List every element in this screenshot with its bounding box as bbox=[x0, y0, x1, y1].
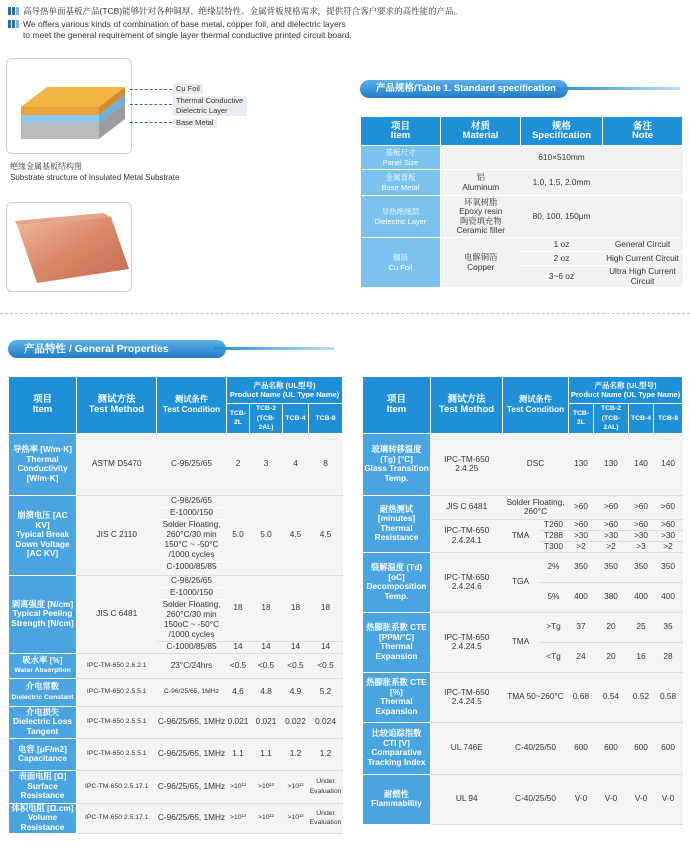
table-cell: 14 bbox=[309, 641, 343, 653]
table-cell: JIS C 6481 bbox=[431, 495, 503, 519]
table-cell: Ultra High Current Circuit bbox=[603, 266, 683, 288]
spec-header-item: 项目 Item bbox=[361, 117, 441, 146]
table-cell: 1.2 bbox=[309, 738, 343, 770]
table-cell: 600 bbox=[654, 722, 683, 774]
table-cell: 350 bbox=[654, 552, 683, 582]
props-title: 产品特性 / General Properties bbox=[8, 340, 226, 358]
structure-diagram bbox=[6, 58, 132, 154]
table-cell: <Tg bbox=[539, 642, 569, 672]
table-cell: 37 bbox=[569, 612, 594, 642]
layer-label-cu: Cu Foil bbox=[173, 84, 203, 94]
table-cell: IPC-TM-650 2.5.5.1 bbox=[77, 706, 157, 738]
table-cell: >10¹³ bbox=[227, 803, 250, 833]
table-cell: 610×510mm bbox=[521, 146, 603, 170]
table-cell: 0.68 bbox=[569, 672, 594, 722]
table-cell: C-96/25/65, 1MHz bbox=[157, 738, 227, 770]
table-cell: 铝 Aluminum bbox=[441, 170, 521, 196]
table-cell: 25 bbox=[629, 612, 654, 642]
layer-label-base: Base Metal bbox=[173, 118, 217, 128]
table-cell: 28 bbox=[654, 642, 683, 672]
table-cell: 14 bbox=[227, 641, 250, 653]
table-cell: 1 oz bbox=[521, 238, 603, 252]
table-cell: 140 bbox=[629, 433, 654, 495]
table-cell: C-40/25/50 bbox=[503, 722, 569, 774]
table-cell: 130 bbox=[594, 433, 629, 495]
spec-table bbox=[360, 116, 683, 288]
spec-header-spec: 规格 Specification bbox=[521, 117, 603, 146]
table-cell: IPC-TM-650 2.5.17.1 bbox=[77, 770, 157, 803]
table-cell bbox=[603, 170, 683, 196]
table-cell: IPC-TM-650 2.6.2.1 bbox=[77, 653, 157, 678]
table-cell: 400 bbox=[569, 582, 594, 612]
table-cell: 350 bbox=[629, 552, 654, 582]
table-cell: IPC-TM-650 2.5.5.1 bbox=[77, 738, 157, 770]
table-cell: JIS C 6481 bbox=[77, 575, 157, 653]
table-cell: 2 oz bbox=[521, 252, 603, 266]
table-cell: >30 bbox=[594, 530, 629, 541]
table-cell: 23°C/24hrs bbox=[157, 653, 227, 678]
table-cell: IPC-TM-650 2.4.24.5 bbox=[431, 612, 503, 672]
table-cell: UL 94 bbox=[431, 774, 503, 824]
table-cell: <0.5 bbox=[227, 653, 250, 678]
table-header-cell: TCB-2 (TCB-2AL) bbox=[250, 404, 283, 434]
row-glass-transition: 玻璃转移温度 (Tg) [°C] Glass Transition Temp. bbox=[363, 433, 431, 495]
spec-row-base: 金属背板 Base Metal bbox=[361, 170, 441, 196]
spec-row-cu: 铜箔 Cu Foil bbox=[361, 238, 441, 288]
table-cell: ASTM D5470 bbox=[77, 433, 157, 495]
bullet-icon bbox=[8, 7, 19, 15]
table-cell: 5.2 bbox=[309, 678, 343, 706]
table-cell: <0.5 bbox=[250, 653, 283, 678]
table-cell: TMA bbox=[503, 519, 539, 552]
table-cell: <0.5 bbox=[283, 653, 309, 678]
table-cell: C-96/25/65, 1MHz bbox=[157, 706, 227, 738]
row-surface-resistance: 表面电阻 [Ω] Surface Resistance bbox=[9, 770, 77, 803]
table-cell: >10¹³ bbox=[227, 770, 250, 803]
table-cell: 0.022 bbox=[283, 706, 309, 738]
table-header-cell: 项目 Item bbox=[9, 377, 77, 434]
table-cell: 1.0, 1.5, 2.0mm bbox=[521, 170, 603, 196]
row-thermal-conductivity: 导热率 [W/m·K] Thermal Conductivity [W/m·K] bbox=[9, 433, 77, 495]
section-divider bbox=[0, 313, 690, 314]
table-cell: 4 bbox=[283, 433, 309, 495]
table-cell: 2% bbox=[539, 552, 569, 582]
table-cell: 18 bbox=[250, 575, 283, 641]
table-header-cell: TCB-4 bbox=[629, 404, 654, 434]
table-cell: C-96/25/65, 1MHz bbox=[157, 803, 227, 833]
layer-stack-illustration bbox=[7, 59, 133, 155]
table-cell bbox=[603, 146, 683, 170]
table-cell: TMA 50~260°C bbox=[503, 672, 569, 722]
table-cell: T260 bbox=[539, 519, 569, 530]
spec-header-material: 材质 Material bbox=[441, 117, 521, 146]
table-cell: 4.5 bbox=[283, 495, 309, 575]
table-cell: >10¹³ bbox=[283, 803, 309, 833]
row-thermal-resistance: 耐热测试 [minutes] Thermal Resistance bbox=[363, 495, 431, 552]
bullet-icon bbox=[8, 20, 19, 28]
row-peeling-strength: 剥离强度 [N/cm] Typical Peeling Strength [N/cm] bbox=[9, 575, 77, 653]
table-header-cell: 项目 Item bbox=[363, 377, 431, 434]
table-cell: 130 bbox=[569, 433, 594, 495]
table-cell: >60 bbox=[569, 495, 594, 519]
table-cell: 600 bbox=[629, 722, 654, 774]
table-cell: >2 bbox=[594, 541, 629, 552]
table-cell: >Tg bbox=[539, 612, 569, 642]
table-cell: IPC-TM-650 2.4.25 bbox=[431, 433, 503, 495]
diagram-caption-cn: 绝缘金属基板结构图 bbox=[10, 162, 82, 171]
table-cell: 18 bbox=[227, 575, 250, 641]
table-cell: General Circuit bbox=[603, 238, 683, 252]
table-cell: V-0 bbox=[594, 774, 629, 824]
table-cell: 环氧树脂 Epoxy resin 陶瓷填充物 Ceramic filler bbox=[441, 196, 521, 238]
table-cell: >60 bbox=[654, 519, 683, 530]
table-header-cell: 测试条件 Test Condition bbox=[503, 377, 569, 434]
table-header-cell: 测试方法 Test Method bbox=[431, 377, 503, 434]
table-header-cell: TCB-2L bbox=[227, 404, 250, 434]
table-cell: >60 bbox=[569, 519, 594, 530]
table-cell: IPC-TM-650 2.4.24.5 bbox=[431, 672, 503, 722]
table-cell: 5% bbox=[539, 582, 569, 612]
spec-header-note: 备注 Note bbox=[603, 117, 683, 146]
table-cell: V-0 bbox=[654, 774, 683, 824]
table-cell: >10¹³ bbox=[250, 803, 283, 833]
table-cell: TGA bbox=[503, 552, 539, 612]
table-cell: 14 bbox=[283, 641, 309, 653]
table-header-cell: TCB-2L bbox=[569, 404, 594, 434]
row-cti: 比较追踪指数 CTI [V] Comparative Tracking Index bbox=[363, 722, 431, 774]
table-cell: C-40/25/50 bbox=[503, 774, 569, 824]
row-volume-resistance: 体积电阻 [Ω.cm] Volume Resistance bbox=[9, 803, 77, 833]
table-header-cell: 产品名称 (UL型号) Product Name (UL Type Name) bbox=[227, 377, 343, 404]
props-title-rule bbox=[214, 347, 334, 350]
diagram-caption-en: Substrate structure of Insulated Metal Substrate bbox=[10, 173, 180, 182]
table-cell: 4.5 bbox=[309, 495, 343, 575]
table-cell: 4.8 bbox=[250, 678, 283, 706]
table-cell: >30 bbox=[629, 530, 654, 541]
props-table-right bbox=[362, 376, 683, 825]
table-cell: 16 bbox=[629, 642, 654, 672]
table-cell: 1.1 bbox=[250, 738, 283, 770]
table-cell: 24 bbox=[569, 642, 594, 672]
pointer-line bbox=[130, 104, 172, 105]
spec-title-rule bbox=[556, 87, 680, 90]
table-cell: 35 bbox=[654, 612, 683, 642]
table-cell: >30 bbox=[654, 530, 683, 541]
table-cell: TMA bbox=[503, 612, 539, 672]
table-cell: 20 bbox=[594, 612, 629, 642]
table-cell: C-96/25/65, 1MHz bbox=[157, 770, 227, 803]
table-cell: C-96/25/65, 1MHz bbox=[157, 678, 227, 706]
table-cell: 380 bbox=[594, 582, 629, 612]
table-cell: 600 bbox=[569, 722, 594, 774]
table-cell: C-96/25/65 E-1000/150 Solder Floating, 260°C/30 min 150oC ~ -50°C /1000 cycles bbox=[157, 575, 227, 641]
table-cell: JIS C 2110 bbox=[77, 495, 157, 575]
table-cell: IPC-TM-650 2.5.5.1 bbox=[77, 678, 157, 706]
layer-label-dielectric: Thermal Conductive Dielectric Layer bbox=[173, 96, 247, 116]
table-cell: 3~6 oz bbox=[521, 266, 603, 288]
table-cell: 600 bbox=[594, 722, 629, 774]
table-cell: 3 bbox=[250, 433, 283, 495]
table-cell: 18 bbox=[309, 575, 343, 641]
table-cell: C-1000/85/85 bbox=[157, 641, 227, 653]
table-cell: 0.024 bbox=[309, 706, 343, 738]
table-cell: >30 bbox=[569, 530, 594, 541]
table-cell: 5.0 bbox=[227, 495, 250, 575]
spec-row-dielectric: 导热绝缘层 Dielectric Layer bbox=[361, 196, 441, 238]
table-cell: >10¹³ bbox=[283, 770, 309, 803]
table-cell: 20 bbox=[594, 642, 629, 672]
table-cell: >60 bbox=[629, 495, 654, 519]
table-cell: 0.52 bbox=[629, 672, 654, 722]
table-cell: Under Evaluation bbox=[309, 803, 343, 833]
table-cell: 140 bbox=[654, 433, 683, 495]
table-cell: 4.6 bbox=[227, 678, 250, 706]
table-cell: 4.9 bbox=[283, 678, 309, 706]
table-cell: C-96/25/65 E-1000/150 Solder Floating, 260°C/30 min 150°C ~ -50°C /1000 cycles C-1000/85/85 bbox=[157, 495, 227, 575]
row-dielectric-constant: 介电常数 Dielectric Constant bbox=[9, 678, 77, 706]
row-capacitance: 电容 [μF/m2] Capacitance bbox=[9, 738, 77, 770]
table-cell: 18 bbox=[283, 575, 309, 641]
table-cell: >3 bbox=[629, 541, 654, 552]
table-cell: Solder Floating, 260°C bbox=[503, 495, 569, 519]
table-cell: 350 bbox=[594, 552, 629, 582]
table-cell: UL 746E bbox=[431, 722, 503, 774]
table-cell: C-96/25/65 bbox=[157, 433, 227, 495]
intro-line-en: We offers various kinds of combination of base metal, copper foil, and dielectric layers to meet the general requirement of single layer thermal conductive printed circuit board. bbox=[23, 19, 352, 40]
props-table-left bbox=[8, 376, 343, 834]
product-photo bbox=[6, 202, 132, 292]
table-cell: 400 bbox=[629, 582, 654, 612]
table-cell: 350 bbox=[569, 552, 594, 582]
table-cell bbox=[603, 196, 683, 238]
table-cell: 14 bbox=[250, 641, 283, 653]
table-cell: 0.021 bbox=[227, 706, 250, 738]
copper-sheet-image bbox=[7, 203, 133, 293]
table-cell: IPC-TM-650 2.4.24.1 bbox=[431, 519, 503, 552]
intro bbox=[8, 6, 678, 43]
table-cell: V-0 bbox=[569, 774, 594, 824]
table-cell: 2 bbox=[227, 433, 250, 495]
table-header-cell: TCB-8 bbox=[654, 404, 683, 434]
table-cell: 1.1 bbox=[227, 738, 250, 770]
table-cell bbox=[441, 146, 521, 170]
table-cell: IPC-TM-650 2.4.24.6 bbox=[431, 552, 503, 612]
table-cell: 80, 100, 150μm bbox=[521, 196, 603, 238]
row-cte-ppm: 热膨胀系数 CTE [PPM/°C] Thermal Expansion bbox=[363, 612, 431, 672]
table-header-cell: TCB-2 (TCB-2AL) bbox=[594, 404, 629, 434]
row-flammability: 耐燃性 Flammability bbox=[363, 774, 431, 824]
row-decomposition-temp: 裂解温度 (Td) [oC] Decomposition Temp. bbox=[363, 552, 431, 612]
row-breakdown-voltage: 崩溃电压 [AC KV] Typical Break Down Voltage [AC KV] bbox=[9, 495, 77, 575]
table-cell: 电解铜箔 Copper bbox=[441, 238, 521, 288]
table-cell: 1.2 bbox=[283, 738, 309, 770]
table-header-cell: 测试方法 Test Method bbox=[77, 377, 157, 434]
table-header-cell: TCB-8 bbox=[309, 404, 343, 434]
table-cell: T300 bbox=[539, 541, 569, 552]
table-cell: High Current Circuit bbox=[603, 252, 683, 266]
pointer-line bbox=[130, 122, 172, 123]
table-cell: 400 bbox=[654, 582, 683, 612]
intro-line-cn: 高导热单面基板产品(TCB)能够针对各种铜厚、绝缘层特性、金属背板规格需求，提供符合客户要求的高性能的产品。 bbox=[23, 6, 463, 16]
table-cell: DSC bbox=[503, 433, 569, 495]
table-header-cell: 测试条件 Test Condition bbox=[157, 377, 227, 434]
table-header-cell: TCB-4 bbox=[283, 404, 309, 434]
row-cte-percent: 热膨胀系数 CTE [%] Thermal Expansion bbox=[363, 672, 431, 722]
table-cell: >2 bbox=[569, 541, 594, 552]
table-cell: 0.58 bbox=[654, 672, 683, 722]
pointer-line bbox=[130, 89, 172, 90]
table-cell: >60 bbox=[654, 495, 683, 519]
table-cell: 0.021 bbox=[250, 706, 283, 738]
table-cell: >10¹³ bbox=[250, 770, 283, 803]
table-cell: IPC-TM-650 2.5.17.1 bbox=[77, 803, 157, 833]
table-cell: 0.54 bbox=[594, 672, 629, 722]
table-cell: 5.0 bbox=[250, 495, 283, 575]
table-cell: >60 bbox=[594, 519, 629, 530]
table-header-cell: 产品名称 (UL型号) Product Name (UL Type Name) bbox=[569, 377, 683, 404]
spec-title: 产品规格/Table 1. Standard specification bbox=[360, 80, 568, 98]
row-water-absorption: 吸水率 [%] Water Absorption bbox=[9, 653, 77, 678]
row-dielectric-loss: 介电损失 Dielectric Loss Tangent bbox=[9, 706, 77, 738]
table-cell: V-0 bbox=[629, 774, 654, 824]
table-cell: Under Evaluation bbox=[309, 770, 343, 803]
table-cell: >2 bbox=[654, 541, 683, 552]
table-cell: 8 bbox=[309, 433, 343, 495]
spec-row-panel: 基板尺寸 Panel Size bbox=[361, 146, 441, 170]
table-cell: T288 bbox=[539, 530, 569, 541]
table-cell: <0.5 bbox=[309, 653, 343, 678]
table-cell: >60 bbox=[594, 495, 629, 519]
table-cell: >60 bbox=[629, 519, 654, 530]
